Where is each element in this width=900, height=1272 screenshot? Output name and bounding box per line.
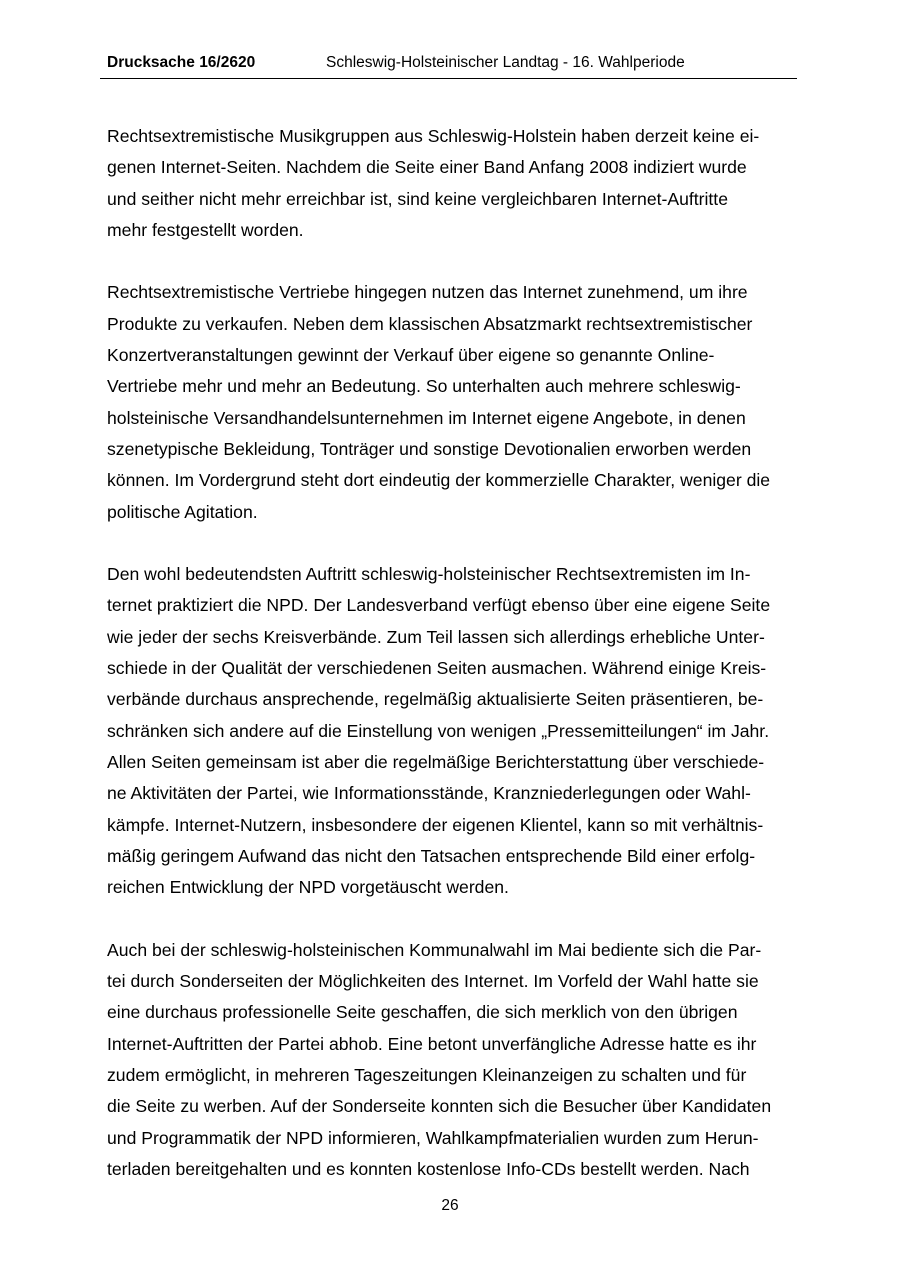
text-line: können. Im Vordergrund steht dort eindeutig der kommerzielle Charakter, weniger die: [107, 470, 771, 491]
text-line: politische Agitation.: [107, 501, 258, 522]
text-line: terladen bereitgehalten und es konnten kostenlose Info-CDs bestellt werden. Nach: [107, 1158, 750, 1179]
text-line: zudem ermöglicht, in mehreren Tageszeitungen Kleinanzeigen zu schalten und für: [107, 1064, 747, 1085]
text-line: mäßig geringem Aufwand das nicht den Tatsachen entsprechende Bild einer erfolg-: [107, 845, 756, 866]
paragraph-4: [107, 935, 797, 1185]
text-line: wie jeder der sechs Kreisverbände. Zum Teil lassen sich allerdings erhebliche Unter-: [107, 626, 765, 647]
text-line: reichen Entwicklung der NPD vorgetäuscht werden.: [107, 877, 509, 898]
text-line: und seither nicht mehr erreichbar ist, sind keine vergleichbaren Internet-Auftritte: [107, 188, 728, 209]
text-line: genen Internet-Seiten. Nachdem die Seite einer Band Anfang 2008 indiziert wurde: [107, 157, 747, 178]
text-line: mehr festgestellt worden.: [107, 219, 304, 240]
text-line: ne Aktivitäten der Partei, wie Informationsstände, Kranzniederlegungen oder Wahl-: [107, 783, 751, 804]
text-line: und Programmatik der NPD informieren, Wahlkampfmaterialien wurden zum Herun-: [107, 1127, 759, 1148]
text-line: Produkte zu verkaufen. Neben dem klassischen Absatzmarkt rechtsextremistischer: [107, 313, 753, 334]
text-line: schiede in der Qualität der verschiedenen Seiten ausmachen. Während einige Kreis-: [107, 658, 767, 679]
paragraph-3: [107, 559, 797, 903]
page-number: 26: [441, 1197, 459, 1214]
paragraph-1: [107, 121, 797, 246]
text-line: kämpfe. Internet-Nutzern, insbesondere der eigenen Klientel, kann so mit verhältnis-: [107, 814, 764, 835]
text-line: Rechtsextremistische Musikgruppen aus Schleswig-Holstein haben derzeit keine ei-: [107, 126, 760, 146]
text-line: die Seite zu werben. Auf der Sonderseite konnten sich die Besucher über Kandidaten: [107, 1096, 772, 1117]
text-line: Internet-Auftritten der Partei abhob. Eine betont unverfängliche Adresse hatte es ihr: [107, 1033, 757, 1054]
text-line: ternet praktiziert die NPD. Der Landesverband verfügt ebenso über eine eigene Seite: [107, 595, 771, 616]
text-line: verbände durchaus ansprechende, regelmäßig aktualisierte Seiten präsentieren, be-: [107, 689, 764, 710]
text-line: Den wohl bedeutendsten Auftritt schleswig-holsteinischer Rechtsextremisten im In-: [107, 564, 751, 585]
text-line: tei durch Sonderseiten der Möglichkeiten des Internet. Im Vorfeld der Wahl hatte sie: [107, 971, 759, 992]
text-line: szenetypische Bekleidung, Tonträger und sonstige Devotionalien erworben werden: [107, 438, 752, 459]
text-line: Auch bei der schleswig-holsteinischen Kommunalwahl im Mai bediente sich die Par-: [107, 939, 762, 960]
document-number: Drucksache 16/2620: [107, 54, 256, 71]
text-line: Vertriebe mehr und mehr an Bedeutung. So unterhalten auch mehrere schleswig-: [107, 376, 741, 397]
text-line: schränken sich andere auf die Einstellung von wenigen „Pressemitteilungen“ im Jahr.: [107, 720, 770, 741]
paragraph-gap: [107, 528, 797, 559]
text-line: eine durchaus professionelle Seite geschaffen, die sich merklich von den übrigen: [107, 1002, 738, 1023]
document-body: [107, 121, 797, 1185]
parliament-title: Schleswig-Holsteinischer Landtag - 16. Wahlperiode: [326, 54, 685, 71]
page-header: [100, 52, 797, 79]
text-line: Konzertveranstaltungen gewinnt der Verkauf über eigene so genannte Online-: [107, 345, 715, 366]
text-line: Rechtsextremistische Vertriebe hingegen nutzen das Internet zunehmend, um ihre: [107, 282, 748, 303]
paragraph-gap: [107, 903, 797, 934]
paragraph-gap: [107, 246, 797, 277]
text-line: holsteinische Versandhandelsunternehmen im Internet eigene Angebote, in denen: [107, 407, 746, 428]
text-line: Allen Seiten gemeinsam ist aber die regelmäßige Berichterstattung über verschiede-: [107, 751, 765, 772]
paragraph-2: [107, 277, 797, 527]
